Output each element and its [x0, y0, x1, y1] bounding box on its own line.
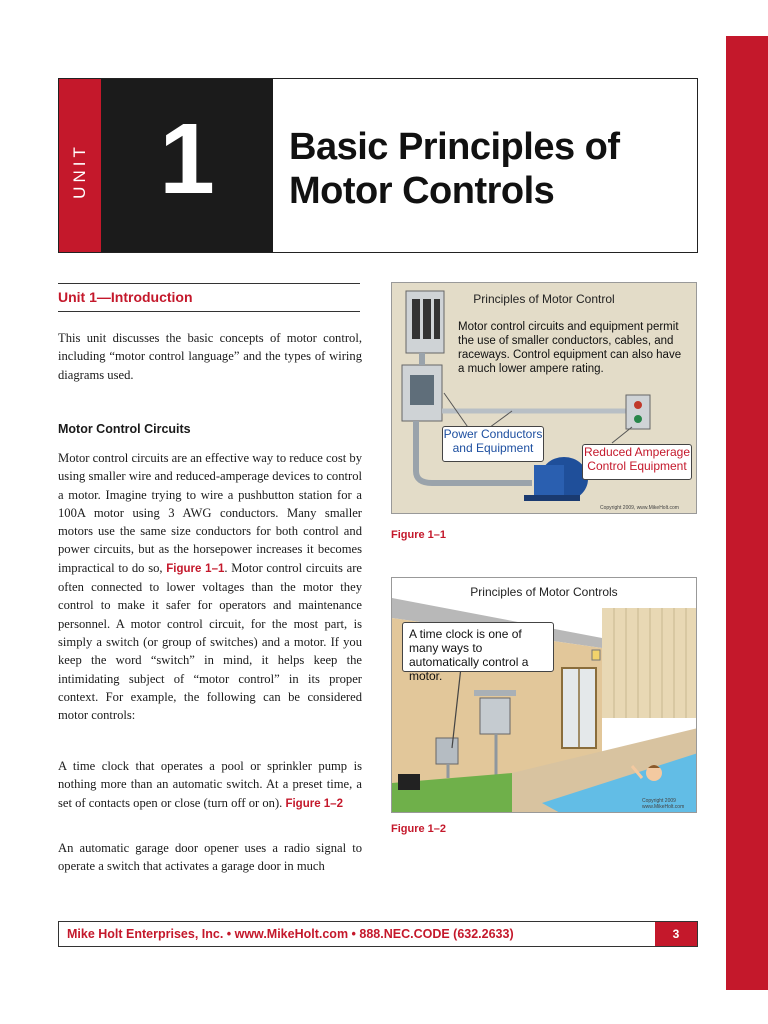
- figure-1-2-link[interactable]: Figure 1–2: [285, 797, 343, 810]
- figure-1-1-copyright: Copyright 2009, www.MikeHolt.com: [600, 505, 679, 511]
- paragraph-text: A time clock that operates a pool or sprinkler pump is nothing more than an automatic switch. At a preset time, a set of contacts open or close (turn off or on).: [58, 759, 362, 810]
- figure-1-2-title: Principles of Motor Controls: [470, 585, 618, 599]
- page-number: 3: [655, 922, 697, 946]
- unit-title: [289, 125, 689, 213]
- figure-1-2-illustration: [392, 578, 697, 813]
- callout-power-conductors: Power Conductors and Equipment: [442, 426, 544, 462]
- unit-label-strip: [59, 79, 101, 252]
- figure-1-1-title: Principles of Motor Control: [473, 292, 615, 306]
- callout-reduced-amperage: Reduced Amperage Control Equipment: [582, 444, 692, 480]
- unit-label: UNIT: [70, 143, 89, 199]
- page-edge-bar: [726, 36, 768, 990]
- page-footer: [58, 921, 698, 947]
- unit-number-block: [101, 79, 273, 252]
- heading-rule-top: [58, 283, 360, 284]
- unit-title-line1: Basic Principles of: [289, 126, 620, 168]
- unit-header: [58, 78, 698, 253]
- paragraph-garage-door: An automatic garage door opener uses a radio signal to operate a switch that activates a garage door in much: [58, 841, 362, 874]
- figure-1-2-copyright: Copyright 2009 www.MikeHolt.com: [642, 798, 685, 810]
- callout-time-clock: A time clock is one of many ways to automatically control a motor.: [402, 622, 554, 672]
- figure-1-2: [391, 577, 697, 813]
- figure-1-2-caption: Figure 1–2: [391, 823, 447, 835]
- figure-1-1-caption: Figure 1–1: [391, 529, 447, 541]
- unit-number: 1: [159, 103, 215, 215]
- heading-rule-bottom: [58, 311, 360, 312]
- figure-1-1: [391, 282, 697, 514]
- subheading-motor-control-circuits: Motor Control Circuits: [58, 422, 191, 436]
- paragraph-text: . Motor control circuits are often connected to lower voltages than the motor they control to make it safer for operators and maintenance personnel. A motor control circuit, for the most part, is simply a switch (or group of switches) and a motor. If you keep the word “switch” in mind, it helps keep the intimidating subject of “motor control” in its proper context. For example, the following can be considered motor controls:: [58, 560, 362, 723]
- unit-title-line2: Motor Controls: [289, 170, 555, 212]
- paragraph-motor-control: [58, 449, 362, 724]
- section-heading: Unit 1—Introduction: [58, 289, 193, 305]
- figure-1-1-text: Motor control circuits and equipment permit the use of smaller conductors, cables, and raceways. Control equipment can also have a much lower ampere rating.: [458, 321, 682, 375]
- footer-publisher: Mike Holt Enterprises, Inc. • www.MikeHolt.com • 888.NEC.CODE (632.2633): [67, 927, 514, 941]
- paragraph-time-clock: [58, 757, 362, 813]
- paragraph-text: Motor control circuits are an effective way to reduce cost by using smaller wire and reduced-amperage devices to control a motor. Imagine trying to wire a pushbutton station for a 100A motor using 3 AWG conductors. Many smaller motors use the same size conductors for both control and power circuits, but as the horsepower increases it becomes impractical to do so,: [58, 451, 362, 575]
- intro-paragraph: This unit discusses the basic concepts of motor control, including “motor control language” and the types of wiring diagrams used.: [58, 331, 362, 382]
- figure-1-1-link[interactable]: Figure 1–1: [166, 562, 225, 575]
